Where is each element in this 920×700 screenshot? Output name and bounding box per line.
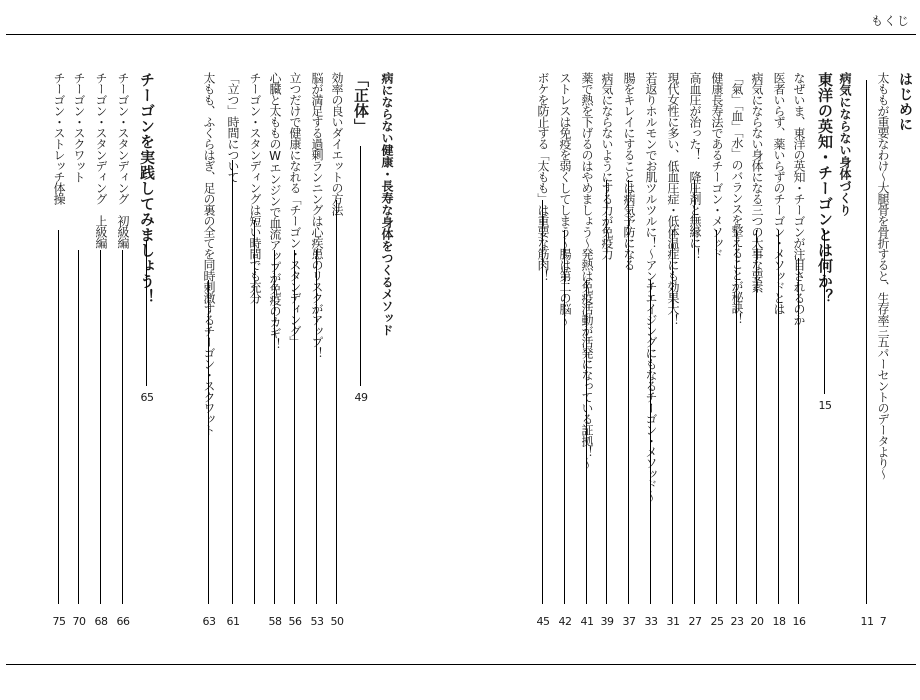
toc-page-number: 75: [52, 615, 66, 628]
toc-page-number: 58: [268, 615, 282, 628]
toc-entry: [576, 72, 598, 634]
toc-leader-line: [694, 180, 695, 604]
toc-page-number: 41: [580, 615, 594, 628]
toc-leader-line: [254, 220, 255, 604]
toc-leader-line: [628, 180, 629, 604]
toc-entry-title: 健康長寿法であるチーゴン・メソッド: [710, 72, 724, 259]
toc-page-number: 53: [310, 615, 324, 628]
toc-entry-title: 太ももが重要なわけ～大腿骨を骨折すると、生存率三五パーセントのデータより～: [876, 72, 890, 479]
toc-entry-title: 「氣」「血」「水」のバランスを整えることが秘訣！: [730, 72, 744, 324]
toc-entry: [788, 72, 810, 634]
toc-entry-title: チーゴン・スタンディングは短い時間でも充分: [248, 72, 262, 303]
toc-entry: [554, 72, 576, 634]
toc-leader-line: [586, 280, 587, 604]
toc-leader-line: [146, 240, 147, 386]
toc-entry-title: 「立つ」時間について: [226, 72, 240, 182]
toc-leader-line: [122, 250, 123, 604]
toc-entry-title: チーゴン・スタンディング 上級編: [94, 72, 108, 248]
toc-page-number: 42: [558, 615, 572, 628]
toc-entry-title: チーゴン・スタンディング 初級編: [116, 72, 130, 248]
toc-entry-title: 心臓と太もものWエンジンで血流アップが免疫のカギ！: [268, 72, 282, 349]
toc-page-number: 37: [622, 615, 636, 628]
toc-page-number: 61: [226, 615, 240, 628]
toc-page-number: 70: [72, 615, 86, 628]
toc-leader-line: [208, 280, 209, 604]
toc-leader-line: [736, 230, 737, 604]
toc-heading: [894, 72, 916, 634]
toc-entry: [264, 72, 286, 634]
toc-leader-line: [274, 250, 275, 604]
toc-page-number: 39: [600, 615, 614, 628]
toc-entry-title: なぜいま、東洋の英知・チーゴンが注目されるのか: [792, 72, 806, 325]
toc-heading: [136, 72, 158, 634]
toc-subheading: [376, 72, 398, 634]
toc-page-number: 56: [288, 615, 302, 628]
toc-leader-line: [78, 250, 79, 604]
toc-page-number: 11: [860, 615, 874, 628]
toc-leader-line: [58, 230, 59, 604]
toc-leader-line: [778, 230, 779, 604]
toc-page-number: 25: [710, 615, 724, 628]
toc-entry: [284, 72, 306, 634]
toc-leader-line: [672, 230, 673, 604]
toc-leader-line: [756, 230, 757, 604]
toc-entry-title: 若返りホルモンでお肌ツルツルに！～アンチエイジングにもなるチーゴン・メソッド～: [644, 72, 658, 501]
toc-page-number: 7: [879, 615, 887, 628]
toc-entry-title: チーゴン・スクワット: [72, 72, 86, 182]
toc-entry: [662, 72, 684, 634]
toc-entry-title: チーゴン・ストレッチ体操: [52, 72, 66, 204]
toc-page-number: 18: [772, 615, 786, 628]
toc-page-number: 15: [818, 399, 832, 412]
toc-subheading: [834, 72, 856, 634]
toc-entry-title: チーゴンを実践してみましょう！: [138, 72, 156, 305]
toc-entry-title: 薬で熱を下げるのはやめましょう～発熱は免疫活動が活発になっている証拠！～: [580, 72, 594, 468]
toc-page-number: 23: [730, 615, 744, 628]
toc-page-number: 68: [94, 615, 108, 628]
toc-entry-title: ストレスは免疫を弱くしてしまう～腸は第二の脳～: [558, 72, 572, 325]
toc-leader-line: [336, 200, 337, 604]
toc-leader-line: [716, 230, 717, 604]
toc-entry-title: 太もも、ふくらはぎ、足の裏の全てを同時刺激するチーゴン・スクワット: [202, 72, 216, 435]
toc-entry-title: 立つだけで健康になれる「チーゴン・スタンディング」: [288, 72, 302, 347]
toc-leader-line: [798, 258, 799, 604]
toc-entry-title: 病気にならないようにする力が免疫力: [600, 72, 614, 259]
top-rule: [6, 34, 916, 35]
bottom-rule: [6, 664, 916, 665]
toc-page-number: 33: [644, 615, 658, 628]
toc-page-number: 49: [354, 391, 368, 404]
toc-leader-line: [294, 250, 295, 604]
toc-page-number: 27: [688, 615, 702, 628]
toc-page-number: 50: [330, 615, 344, 628]
toc-entry: [856, 72, 878, 634]
toc-entry: [306, 72, 328, 634]
toc-entry: [532, 72, 554, 634]
toc-entry: [112, 72, 134, 634]
toc-page-number: 66: [116, 615, 130, 628]
toc-entry-title: 医者いらず、薬いらずのチーゴン・メソッドとは: [772, 72, 786, 314]
toc-page-number: 31: [666, 615, 680, 628]
toc-leader-line: [606, 180, 607, 604]
toc-entry-title: 効率の良いダイエットの方法: [330, 72, 344, 215]
toc-leader-line: [824, 230, 825, 394]
toc-entry-title: はじめに: [897, 72, 913, 132]
toc-page-number: 20: [750, 615, 764, 628]
toc-entry: [640, 72, 662, 634]
toc-leader-line: [866, 80, 867, 604]
toc-entry-title: ボケを防止する「太もも」は重要な筋肉！: [536, 72, 550, 281]
toc-entry-title: 腸をキレイにすることは病気予防になる: [622, 72, 636, 270]
toc-entry: [222, 72, 244, 634]
toc-page-number: 63: [202, 615, 216, 628]
toc-page-number: 45: [536, 615, 550, 628]
toc-heading: [350, 72, 372, 634]
toc-heading: [814, 72, 836, 634]
toc-entry-title: 東洋の英知・チーゴンとは何か？: [816, 72, 834, 305]
toc-entry: [596, 72, 618, 634]
toc-entry-title: 病気にならない身体になる三つの大事な要素: [750, 72, 764, 292]
toc-entry-title: 現代女性に多い、低血圧症・低体温症にも効果大！: [666, 72, 680, 325]
toc-entry-title: 「正体」: [352, 72, 370, 134]
toc-entry: [68, 72, 90, 634]
toc-leader-line: [232, 160, 233, 604]
toc-entry: [706, 72, 728, 634]
toc-leader-line: [316, 250, 317, 604]
toc-entry-title: 脳が満足する過剰ランニングは心疾患のリスクがアップ！: [310, 72, 324, 358]
toc-leader-line: [100, 250, 101, 604]
toc-entry: [90, 72, 112, 634]
toc-page-number: 65: [140, 391, 154, 404]
toc-leader-line: [542, 200, 543, 604]
page-label: もくじ: [870, 14, 910, 28]
toc-entry: [198, 72, 220, 634]
toc-entry: [618, 72, 640, 634]
toc-entry: [768, 72, 790, 634]
toc-leader-line: [650, 280, 651, 604]
toc-entry: [244, 72, 266, 634]
toc-page-number: 16: [792, 615, 806, 628]
toc-leader-line: [360, 146, 361, 386]
toc-entry-title: 病気にならない身体づくり: [838, 72, 852, 216]
toc-entry: [746, 72, 768, 634]
toc-entry-title: 高血圧が治った！ 降圧剤と無縁に！: [688, 72, 702, 259]
toc-entry: [726, 72, 748, 634]
toc-entry: [684, 72, 706, 634]
toc-entry-title: 病にならない健康・長寿な身体をつくるメソッド: [380, 72, 394, 336]
toc-entry: [48, 72, 70, 634]
toc-leader-line: [564, 230, 565, 604]
toc-entry: [326, 72, 348, 634]
